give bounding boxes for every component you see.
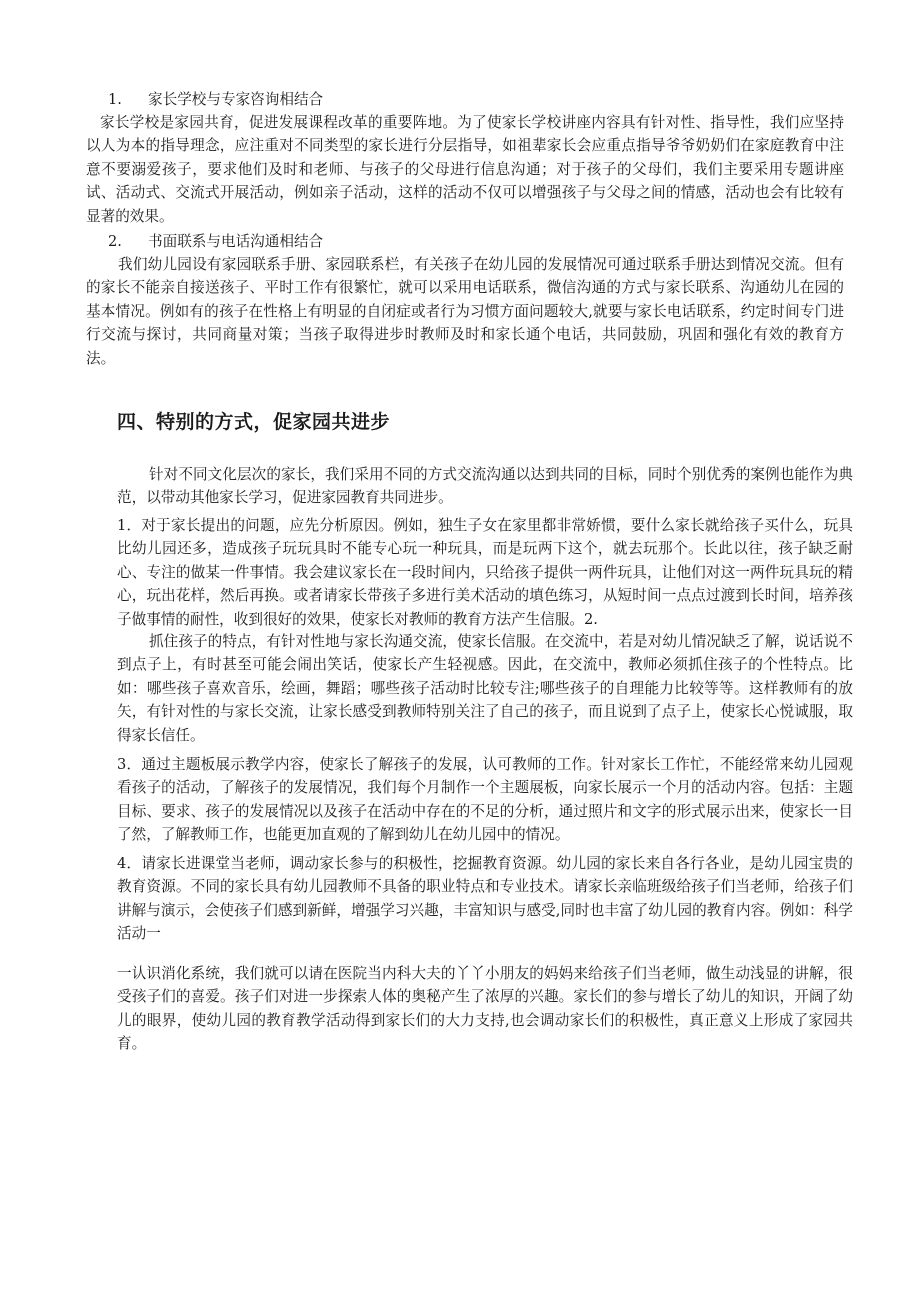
item-title: 家长学校与专家咨询相结合 bbox=[148, 91, 324, 108]
section-title: 四、特别的方式，促家园共进步 bbox=[117, 411, 391, 433]
paragraph-point-3: 3．通过主题板展示教学内容，使家长了解孩子的发展，认可教师的工作。针对家长工作忙，不能经常来幼儿园观看孩子的活动，了解孩子的发展情况，我们每个月制作一个主题展板，向家长展示一个月的活动内容。包括：主题目标、要求、孩子的发展情况以及孩子在活动中存在的不足的分析，通过照片和文字的形式展示出来，使家长一目了然，了解教师工作，也能更加直观的了解到幼儿在幼儿园中的情况。 bbox=[117, 756, 853, 844]
item-heading-1 bbox=[108, 90, 323, 110]
paragraph-intro: 针对不同文化层次的家长，我们采用不同的方式交流沟通以达到共同的目标，同时个别优秀的案例也能作为典范，以带动其他家长学习，促进家园教育共同进步。 bbox=[117, 466, 853, 507]
paragraph-point-4-continued: 一认识消化系统，我们就可以请在医院当内科大夫的丫丫小朋友的妈妈来给孩子们当老师，做生动浅显的讲解，很受孩子们的喜爱。孩子们对进一步探索人体的奥秘产生了浓厚的兴趣。家长们的参与增长了幼儿的知识，开阔了幼儿的眼界，使幼儿园的教育教学活动得到家长们的大力支持,也会调动家长们的积极性，真正意义上形成了家园共育。 bbox=[117, 965, 853, 1053]
paragraph-point-4: 4．请家长进课堂当老师，调动家长参与的积极性，挖掘教育资源。幼儿园的家长来自各行各业，是幼儿园宝贵的教育资源。不同的家长具有幼儿园教师不具备的职业特点和专业技术。请家长亲临班级给孩子们当老师，给孩子们讲解与演示，会使孩子们感到新鲜，增强学习兴趣，丰富知识与感受,同时也丰富了幼儿园的教育内容。例如：科学活动一 bbox=[117, 855, 853, 943]
paragraph-point-1: 1．对于家长提出的问题，应先分析原因。例如，独生子女在家里都非常娇惯，要什么家长就给孩子买什么，玩具比幼儿园还多，造成孩子玩玩具时不能专心玩一种玩具，而是玩两下这个，就去玩那个。长此以往，孩子缺乏耐心、专注的做某一件事情。我会建议家长在一段时间内，只给孩子提供一两件玩具，让他们对这一两件玩具玩的精心，玩出花样，然后再换。或者请家长带孩子多进行美术活动的填色练习，从短时间一点点过渡到长时间，培养孩子做事情的耐性，收到很好的效果，使家长对教师的教育方法产生信服。2. bbox=[117, 517, 853, 628]
paragraph-parent-school: 家长学校是家园共育，促进发展课程改革的重要阵地。为了使家长学校讲座内容具有针对性、指导性，我们应坚持以人为本的指导理念，应注重对不同类型的家长进行分层指导，如祖辈家长会应重点指导爷爷奶奶们在家庭教育中注意不要溺爱孩子，要求他们及时和老师、与孩子的父母进行信息沟通；对于孩子的父母们，我们主要采用专题讲座试、活动式、交流式开展活动，例如亲子活动，这样的活动不仅可以增强孩子与父母之间的情感，活动也会有比较有显著的效果。 bbox=[86, 114, 844, 225]
item-title: 书面联系与电话沟通相结合 bbox=[148, 233, 324, 250]
item-number: 1. bbox=[108, 91, 122, 108]
paragraph-point-2: 抓住孩子的特点，有针对性地与家长沟通交流，使家长信服。在交流中，若是对幼儿情况缺乏了解，说话说不到点子上，有时甚至可能会闹出笑话，使家长产生轻视感。因此，在交流中，教师必须抓住孩子的个性特点。比如：哪些孩子喜欢音乐，绘画，舞蹈；哪些孩子活动时比较专注;哪些孩子的自理能力比较等等。这样教师有的放矢，有针对性的与家长交流，让家长感受到教师特别关注了自己的孩子，而且说到了点子上，使家长心悦诚服，取得家长信任。 bbox=[117, 633, 853, 744]
item-number: 2. bbox=[108, 233, 122, 250]
paragraph-contact-methods: 我们幼儿园设有家园联系手册、家园联系栏，有关孩子在幼儿园的发展情况可通过联系手册达到情况交流。但有的家长不能亲自接送孩子、平时工作有很繁忙，就可以采用电话联系，微信沟通的方式与家长联系、沟通幼儿在园的基本情况。例如有的孩子在性格上有明显的自闭症或者行为习惯方面问题较大,就要与家长电话联系，约定时间专门进行交流与探讨，共同商量对策；当孩子取得进步时教师及时和家长通个电话，共同鼓励，巩固和强化有效的教育方法。 bbox=[86, 256, 844, 367]
item-heading-2 bbox=[108, 232, 323, 252]
